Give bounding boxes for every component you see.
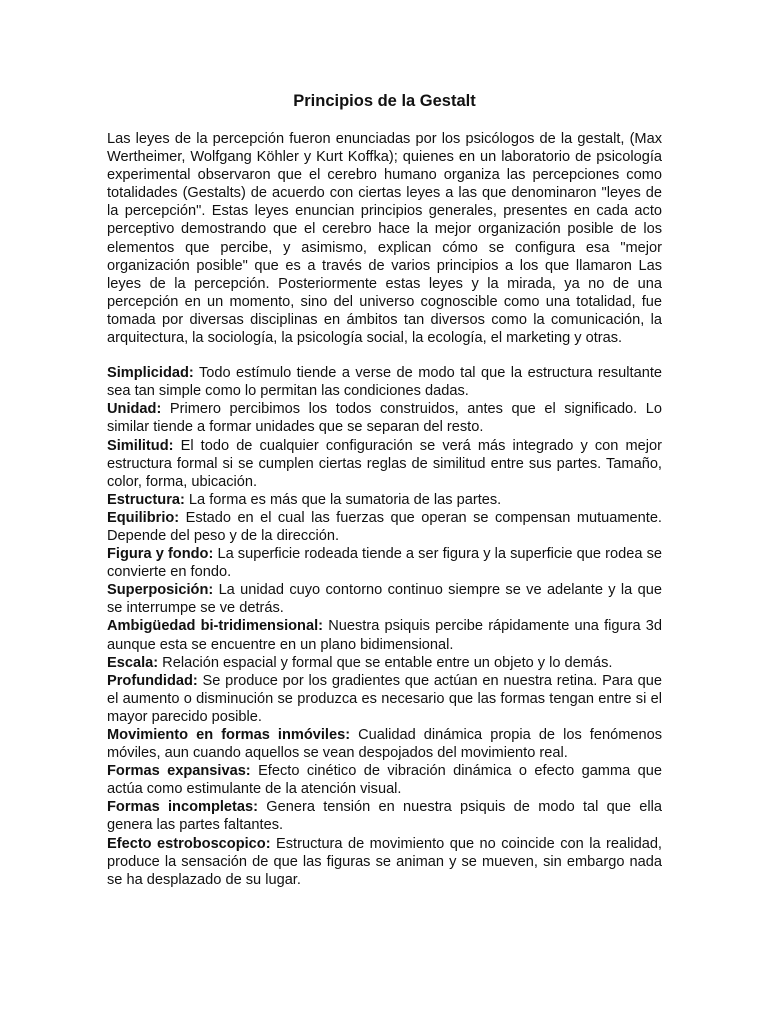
principle-description: Cualidad dinámica propia de los fenómenos móviles, aun cuando aquellos se vean despojados del movimiento real.	[107, 727, 662, 762]
principle-term: Similitud:	[107, 437, 174, 454]
principle-description: El todo de cualquier configuración se verá más integrado y con mejor estructura formal si se cumplen ciertas reglas de similitud entre sus partes. Tamaño, color, forma, ubicación.	[107, 437, 662, 490]
principle-item	[107, 726, 662, 762]
principle-item	[107, 835, 662, 889]
principle-description: La forma es más que la sumatoria de las partes.	[184, 491, 502, 508]
principles-list	[107, 364, 662, 889]
principle-item	[107, 491, 662, 509]
principle-item	[107, 654, 662, 672]
intro-paragraph: Las leyes de la percepción fueron enunciadas por los psicólogos de la gestalt, (Max Wertheimer, Wolfgang Köhler y Kurt Koffka); quienes en un laboratorio de psicología experimental observaron que el cerebro humano organiza las percepciones como totalidades (Gestalts) de acuerdo con ciertas leyes a las que denominaron "leyes de la percepción". Estas leyes enuncian principios generales, presentes en cada acto perceptivo demostrando que el cerebro hace la mejor organización posible de los elementos que percibe, y asimismo, explican cómo se configura esa "mejor organización posible" que es a través de varios principios a los que llamaron Las leyes de la percepción. Posteriormente estas leyes y la mirada, ya no de una percepción en un momento, sino del universo cognoscible como una totalidad, fue tomada por diversas disciplinas en ámbitos tan diversos como la comunicación, la arquitectura, la sociología, la psicología social, la ecología, el marketing y otras.	[107, 131, 662, 347]
principle-term: Simplicidad:	[107, 365, 194, 382]
principle-term: Formas incompletas:	[107, 799, 258, 816]
principle-item	[107, 617, 662, 653]
principle-item	[107, 545, 662, 581]
principle-description: Relación espacial y formal que se entable entre un objeto y lo demás.	[158, 654, 613, 671]
page-title: Principios de la Gestalt	[293, 92, 476, 110]
principle-description: Efecto cinético de vibración dinámica o efecto gamma que actúa como estimulante de la atención visual.	[107, 763, 662, 798]
principle-term: Efecto estroboscopico:	[107, 835, 271, 852]
principle-term: Escala:	[107, 654, 159, 671]
principle-term: Superposición:	[107, 582, 214, 599]
principle-description: Estado en el cual las fuerzas que operan se compensan mutuamente. Depende del peso y de la dirección.	[107, 509, 662, 544]
principle-item	[107, 798, 662, 834]
principle-description: Se produce por los gradientes que actúan en nuestra retina. Para que el aumento o disminución se produzca es necesario que las formas tengan entre si el mayor parecido posible.	[107, 672, 662, 725]
principle-item	[107, 400, 662, 436]
principle-description: Estructura de movimiento que no coincide con la realidad, produce la sensación de que las figuras se animan y se mueven, sin embargo nada se ha desplazado de su lugar.	[107, 835, 662, 888]
principle-item	[107, 364, 662, 400]
principle-term: Estructura:	[107, 491, 185, 508]
principle-item	[107, 437, 662, 491]
document-page	[107, 90, 662, 889]
principle-term: Equilibrio:	[107, 509, 180, 526]
principle-item	[107, 581, 662, 617]
principle-term: Unidad:	[107, 401, 162, 418]
principle-term: Movimiento en formas inmóviles:	[107, 727, 351, 743]
principle-term: Ambigüedad bi-tridimensional:	[107, 618, 324, 635]
principle-item	[107, 509, 662, 545]
principle-description: La unidad cuyo contorno continuo siempre se ve adelante y la que se interrumpe se ve detrás.	[107, 582, 662, 617]
principle-term: Figura y fondo:	[107, 546, 214, 563]
principle-description: Todo estímulo tiende a verse de modo tal que la estructura resultante sea tan simple como lo permitan las condiciones dadas.	[107, 365, 662, 400]
principle-description: Genera tensión en nuestra psiquis de modo tal que ella genera las partes faltantes.	[107, 799, 662, 834]
principle-description: Nuestra psiquis percibe rápidamente una figura 3d aunque esta se encuentre en un plano bidimensional.	[107, 618, 663, 653]
principle-description: Primero percibimos los todos construidos, antes que el significado. Lo similar tiende a formar unidades que se separan del resto.	[107, 401, 662, 436]
principle-term: Profundidad:	[107, 672, 198, 689]
principle-description: La superficie rodeada tiende a ser figura y la superficie que rodea se convierte en fondo.	[107, 546, 662, 581]
principle-item	[107, 672, 662, 726]
principle-item	[107, 762, 662, 798]
principle-term: Formas expansivas:	[107, 763, 251, 780]
